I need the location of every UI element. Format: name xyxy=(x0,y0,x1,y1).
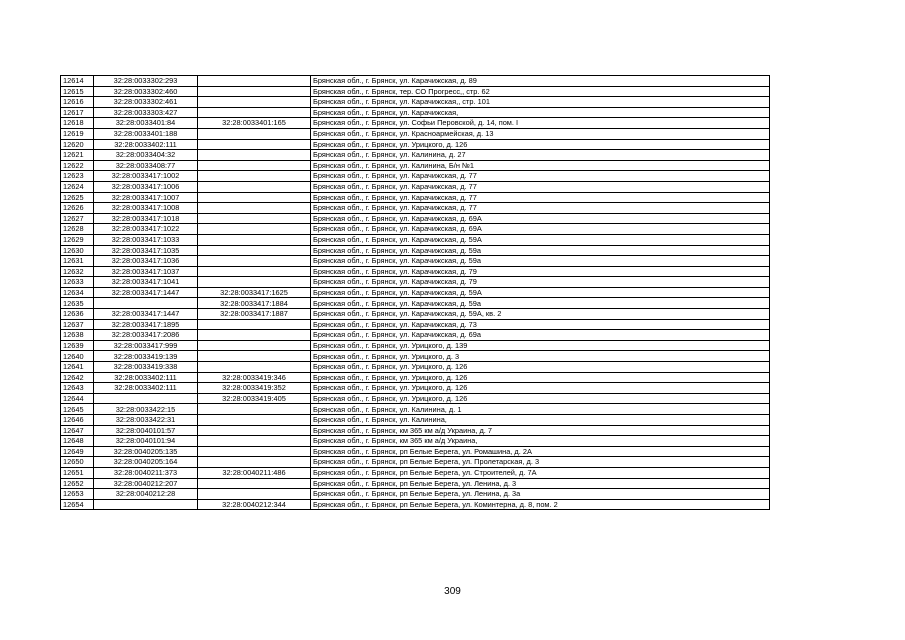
registry-table xyxy=(60,75,770,510)
row-number-cell: 12632 xyxy=(61,266,94,277)
related-cadastral-number-cell xyxy=(198,86,311,97)
related-cadastral-number-cell: 32:28:0033419:405 xyxy=(198,393,311,404)
row-number-cell: 12631 xyxy=(61,256,94,267)
related-cadastral-number-cell xyxy=(198,234,311,245)
table-row xyxy=(61,139,770,150)
row-number-cell: 12642 xyxy=(61,372,94,383)
table-row xyxy=(61,340,770,351)
table-row xyxy=(61,128,770,139)
related-cadastral-number-cell xyxy=(198,181,311,192)
row-number-cell: 12634 xyxy=(61,287,94,298)
row-number-cell: 12616 xyxy=(61,97,94,108)
table-row xyxy=(61,489,770,500)
table-row xyxy=(61,298,770,309)
cadastral-number-cell: 32:28:0033417:1006 xyxy=(94,181,198,192)
cadastral-number-cell xyxy=(94,499,198,510)
row-number-cell: 12638 xyxy=(61,330,94,341)
related-cadastral-number-cell xyxy=(198,478,311,489)
address-cell: Брянская обл., г. Брянск, ул. Карачижская, д. 69А xyxy=(311,224,770,235)
address-cell: Брянская обл., г. Брянск, ул. Карачижская, д. 77 xyxy=(311,192,770,203)
table-row xyxy=(61,97,770,108)
address-cell: Брянская обл., г. Брянск, ул. Карачижская, д. 89 xyxy=(311,76,770,87)
cadastral-number-cell: 32:28:0033417:1447 xyxy=(94,309,198,320)
table-row xyxy=(61,393,770,404)
related-cadastral-number-cell xyxy=(198,97,311,108)
cadastral-number-cell: 32:28:0040205:164 xyxy=(94,457,198,468)
cadastral-number-cell: 32:28:0033302:461 xyxy=(94,97,198,108)
address-cell: Брянская обл., г. Брянск, км 365 км а/д Украина, xyxy=(311,436,770,447)
table-row xyxy=(61,118,770,129)
table-row xyxy=(61,150,770,161)
related-cadastral-number-cell xyxy=(198,457,311,468)
table-row xyxy=(61,415,770,426)
address-cell: Брянская обл., г. Брянск, ул. Карачижская, д. 79 xyxy=(311,277,770,288)
related-cadastral-number-cell: 32:28:0033417:1625 xyxy=(198,287,311,298)
row-number-cell: 12654 xyxy=(61,499,94,510)
cadastral-number-cell: 32:28:0033402:111 xyxy=(94,139,198,150)
address-cell: Брянская обл., г. Брянск, рп Белые Берега, ул. Коминтерна, д. 8, пом. 2 xyxy=(311,499,770,510)
table-row xyxy=(61,203,770,214)
row-number-cell: 12653 xyxy=(61,489,94,500)
row-number-cell: 12625 xyxy=(61,192,94,203)
row-number-cell: 12641 xyxy=(61,362,94,373)
cadastral-number-cell: 32:28:0033417:1895 xyxy=(94,319,198,330)
cadastral-number-cell: 32:28:0040101:94 xyxy=(94,436,198,447)
address-cell: Брянская обл., г. Брянск, ул. Карачижская, д. 59а xyxy=(311,256,770,267)
row-number-cell: 12626 xyxy=(61,203,94,214)
address-cell: Брянская обл., г. Брянск, ул. Карачижская, д. 59а xyxy=(311,245,770,256)
row-number-cell: 12644 xyxy=(61,393,94,404)
table-row xyxy=(61,160,770,171)
related-cadastral-number-cell xyxy=(198,351,311,362)
table-row xyxy=(61,425,770,436)
address-cell: Брянская обл., г. Брянск, ул. Урицкого, д. 139 xyxy=(311,340,770,351)
row-number-cell: 12620 xyxy=(61,139,94,150)
related-cadastral-number-cell xyxy=(198,330,311,341)
related-cadastral-number-cell xyxy=(198,425,311,436)
row-number-cell: 12643 xyxy=(61,383,94,394)
address-cell: Брянская обл., г. Брянск, ул. Софьи Перовской, д. 14, пом. I xyxy=(311,118,770,129)
row-number-cell: 12651 xyxy=(61,467,94,478)
cadastral-number-cell: 32:28:0033417:1007 xyxy=(94,192,198,203)
related-cadastral-number-cell: 32:28:0033419:352 xyxy=(198,383,311,394)
cadastral-number-cell: 32:28:0033303:427 xyxy=(94,107,198,118)
address-cell: Брянская обл., г. Брянск, рп Белые Берега, ул. Строителей, д. 7А xyxy=(311,467,770,478)
cadastral-number-cell: 32:28:0033419:139 xyxy=(94,351,198,362)
address-cell: Брянская обл., г. Брянск, ул. Карачижская, д. 79 xyxy=(311,266,770,277)
table-row xyxy=(61,287,770,298)
cadastral-number-cell: 32:28:0033417:1022 xyxy=(94,224,198,235)
row-number-cell: 12637 xyxy=(61,319,94,330)
cadastral-number-cell: 32:28:0040212:207 xyxy=(94,478,198,489)
cadastral-number-cell: 32:28:0033417:1037 xyxy=(94,266,198,277)
related-cadastral-number-cell xyxy=(198,160,311,171)
cadastral-number-cell xyxy=(94,298,198,309)
table-row xyxy=(61,277,770,288)
related-cadastral-number-cell: 32:28:0033419:346 xyxy=(198,372,311,383)
cadastral-number-cell xyxy=(94,393,198,404)
cadastral-number-cell: 32:28:0033408:77 xyxy=(94,160,198,171)
row-number-cell: 12633 xyxy=(61,277,94,288)
address-cell: Брянская обл., г. Брянск, ул. Карачижская, д. 59А, кв. 2 xyxy=(311,309,770,320)
address-cell: Брянская обл., г. Брянск, ул. Карачижская, xyxy=(311,107,770,118)
registry-table-body xyxy=(61,76,770,510)
page-number: 309 xyxy=(444,586,461,597)
cadastral-number-cell: 32:28:0033417:2086 xyxy=(94,330,198,341)
row-number-cell: 12648 xyxy=(61,436,94,447)
address-cell: Брянская обл., г. Брянск, ул. Калинина, Б/н №1 xyxy=(311,160,770,171)
address-cell: Брянская обл., г. Брянск, ул. Урицкого, д. 126 xyxy=(311,372,770,383)
address-cell: Брянская обл., г. Брянск, км 365 км а/д Украина, д. 7 xyxy=(311,425,770,436)
row-number-cell: 12623 xyxy=(61,171,94,182)
table-row xyxy=(61,86,770,97)
cadastral-number-cell: 32:28:0040211:373 xyxy=(94,467,198,478)
table-row xyxy=(61,224,770,235)
cadastral-number-cell: 32:28:0033417:1018 xyxy=(94,213,198,224)
address-cell: Брянская обл., г. Брянск, ул. Карачижская, д. 69А xyxy=(311,213,770,224)
row-number-cell: 12636 xyxy=(61,309,94,320)
table-row xyxy=(61,467,770,478)
address-cell: Брянская обл., г. Брянск, ул. Урицкого, д. 126 xyxy=(311,383,770,394)
related-cadastral-number-cell xyxy=(198,277,311,288)
row-number-cell: 12646 xyxy=(61,415,94,426)
address-cell: Брянская обл., г. Брянск, ул. Карачижская, д. 59а xyxy=(311,298,770,309)
cadastral-number-cell: 32:28:0033422:15 xyxy=(94,404,198,415)
table-row xyxy=(61,404,770,415)
row-number-cell: 12621 xyxy=(61,150,94,161)
address-cell: Брянская обл., г. Брянск, ул. Карачижская, д. 77 xyxy=(311,203,770,214)
row-number-cell: 12628 xyxy=(61,224,94,235)
table-row xyxy=(61,446,770,457)
address-cell: Брянская обл., г. Брянск, ул. Красноармейская, д. 13 xyxy=(311,128,770,139)
related-cadastral-number-cell xyxy=(198,171,311,182)
address-cell: Брянская обл., г. Брянск, ул. Калинина, xyxy=(311,415,770,426)
related-cadastral-number-cell: 32:28:0040212:344 xyxy=(198,499,311,510)
row-number-cell: 12630 xyxy=(61,245,94,256)
table-row xyxy=(61,107,770,118)
address-cell: Брянская обл., г. Брянск, ул. Урицкого, д. 126 xyxy=(311,139,770,150)
table-row xyxy=(61,330,770,341)
cadastral-number-cell: 32:28:0033417:1035 xyxy=(94,245,198,256)
address-cell: Брянская обл., г. Брянск, ул. Карачижская, д. 59А xyxy=(311,234,770,245)
related-cadastral-number-cell xyxy=(198,203,311,214)
related-cadastral-number-cell xyxy=(198,489,311,500)
row-number-cell: 12614 xyxy=(61,76,94,87)
address-cell: Брянская обл., г. Брянск, тер. СО Прогресс,, стр. 62 xyxy=(311,86,770,97)
table-row xyxy=(61,457,770,468)
row-number-cell: 12629 xyxy=(61,234,94,245)
address-cell: Брянская обл., г. Брянск, ул. Карачижская, д. 77 xyxy=(311,181,770,192)
cadastral-number-cell: 32:28:0033302:460 xyxy=(94,86,198,97)
row-number-cell: 12639 xyxy=(61,340,94,351)
row-number-cell: 12645 xyxy=(61,404,94,415)
table-row xyxy=(61,478,770,489)
related-cadastral-number-cell: 32:28:0033417:1884 xyxy=(198,298,311,309)
related-cadastral-number-cell xyxy=(198,340,311,351)
cadastral-number-cell: 32:28:0033417:1447 xyxy=(94,287,198,298)
table-row xyxy=(61,245,770,256)
table-row xyxy=(61,256,770,267)
address-cell: Брянская обл., г. Брянск, ул. Урицкого, д. 3 xyxy=(311,351,770,362)
row-number-cell: 12640 xyxy=(61,351,94,362)
row-number-cell: 12635 xyxy=(61,298,94,309)
related-cadastral-number-cell xyxy=(198,213,311,224)
cadastral-number-cell: 32:28:0033417:1033 xyxy=(94,234,198,245)
table-row xyxy=(61,181,770,192)
cadastral-number-cell: 32:28:0033404:32 xyxy=(94,150,198,161)
address-cell: Брянская обл., г. Брянск, ул. Калинина, д. 27 xyxy=(311,150,770,161)
table-row xyxy=(61,213,770,224)
related-cadastral-number-cell xyxy=(198,266,311,277)
table-row xyxy=(61,383,770,394)
address-cell: Брянская обл., г. Брянск, рп Белые Берега, ул. Ленина, д. 3а xyxy=(311,489,770,500)
row-number-cell: 12649 xyxy=(61,446,94,457)
related-cadastral-number-cell xyxy=(198,224,311,235)
row-number-cell: 12650 xyxy=(61,457,94,468)
address-cell: Брянская обл., г. Брянск, ул. Карачижская,, стр. 101 xyxy=(311,97,770,108)
address-cell: Брянская обл., г. Брянск, ул. Калинина, д. 1 xyxy=(311,404,770,415)
row-number-cell: 12624 xyxy=(61,181,94,192)
related-cadastral-number-cell xyxy=(198,150,311,161)
table-row xyxy=(61,171,770,182)
cadastral-number-cell: 32:28:0033401:84 xyxy=(94,118,198,129)
row-number-cell: 12647 xyxy=(61,425,94,436)
address-cell: Брянская обл., г. Брянск, рп Белые Берега, ул. Ромашина, д. 2А xyxy=(311,446,770,457)
related-cadastral-number-cell xyxy=(198,76,311,87)
cadastral-number-cell: 32:28:0033417:999 xyxy=(94,340,198,351)
table-row xyxy=(61,436,770,447)
row-number-cell: 12652 xyxy=(61,478,94,489)
address-cell: Брянская обл., г. Брянск, ул. Урицкого, д. 126 xyxy=(311,393,770,404)
address-cell: Брянская обл., г. Брянск, ул. Карачижская, д. 77 xyxy=(311,171,770,182)
cadastral-number-cell: 32:28:0033419:338 xyxy=(94,362,198,373)
cadastral-number-cell: 32:28:0040212:28 xyxy=(94,489,198,500)
cadastral-number-cell: 32:28:0033417:1002 xyxy=(94,171,198,182)
table-row xyxy=(61,234,770,245)
address-cell: Брянская обл., г. Брянск, рп Белые Берега, ул. Пролетарская, д. 3 xyxy=(311,457,770,468)
related-cadastral-number-cell xyxy=(198,436,311,447)
table-row xyxy=(61,319,770,330)
table-row xyxy=(61,266,770,277)
related-cadastral-number-cell xyxy=(198,128,311,139)
related-cadastral-number-cell xyxy=(198,107,311,118)
table-row xyxy=(61,362,770,373)
address-cell: Брянская обл., г. Брянск, ул. Карачижская, д. 69а xyxy=(311,330,770,341)
cadastral-number-cell: 32:28:0040101:57 xyxy=(94,425,198,436)
table-row xyxy=(61,192,770,203)
related-cadastral-number-cell: 32:28:0040211:486 xyxy=(198,467,311,478)
row-number-cell: 12627 xyxy=(61,213,94,224)
table-row xyxy=(61,76,770,87)
cadastral-number-cell: 32:28:0033402:111 xyxy=(94,383,198,394)
row-number-cell: 12622 xyxy=(61,160,94,171)
related-cadastral-number-cell xyxy=(198,245,311,256)
table-row xyxy=(61,351,770,362)
cadastral-number-cell: 32:28:0040205:135 xyxy=(94,446,198,457)
table-row xyxy=(61,499,770,510)
address-cell: Брянская обл., г. Брянск, ул. Карачижская, д. 59А xyxy=(311,287,770,298)
row-number-cell: 12615 xyxy=(61,86,94,97)
related-cadastral-number-cell: 32:28:0033401:165 xyxy=(198,118,311,129)
related-cadastral-number-cell xyxy=(198,446,311,457)
table-row xyxy=(61,309,770,320)
related-cadastral-number-cell xyxy=(198,404,311,415)
row-number-cell: 12619 xyxy=(61,128,94,139)
related-cadastral-number-cell: 32:28:0033417:1887 xyxy=(198,309,311,320)
cadastral-number-cell: 32:28:0033417:1041 xyxy=(94,277,198,288)
related-cadastral-number-cell xyxy=(198,319,311,330)
related-cadastral-number-cell xyxy=(198,256,311,267)
row-number-cell: 12617 xyxy=(61,107,94,118)
related-cadastral-number-cell xyxy=(198,362,311,373)
row-number-cell: 12618 xyxy=(61,118,94,129)
address-cell: Брянская обл., г. Брянск, ул. Урицкого, д. 126 xyxy=(311,362,770,373)
related-cadastral-number-cell xyxy=(198,415,311,426)
cadastral-number-cell: 32:28:0033401:188 xyxy=(94,128,198,139)
cadastral-number-cell: 32:28:0033417:1036 xyxy=(94,256,198,267)
table-row xyxy=(61,372,770,383)
cadastral-number-cell: 32:28:0033302:293 xyxy=(94,76,198,87)
cadastral-number-cell: 32:28:0033417:1008 xyxy=(94,203,198,214)
related-cadastral-number-cell xyxy=(198,192,311,203)
cadastral-number-cell: 32:28:0033402:111 xyxy=(94,372,198,383)
address-cell: Брянская обл., г. Брянск, рп Белые Берега, ул. Ленина, д. 3 xyxy=(311,478,770,489)
address-cell: Брянская обл., г. Брянск, ул. Карачижская, д. 73 xyxy=(311,319,770,330)
related-cadastral-number-cell xyxy=(198,139,311,150)
cadastral-number-cell: 32:28:0033422:31 xyxy=(94,415,198,426)
